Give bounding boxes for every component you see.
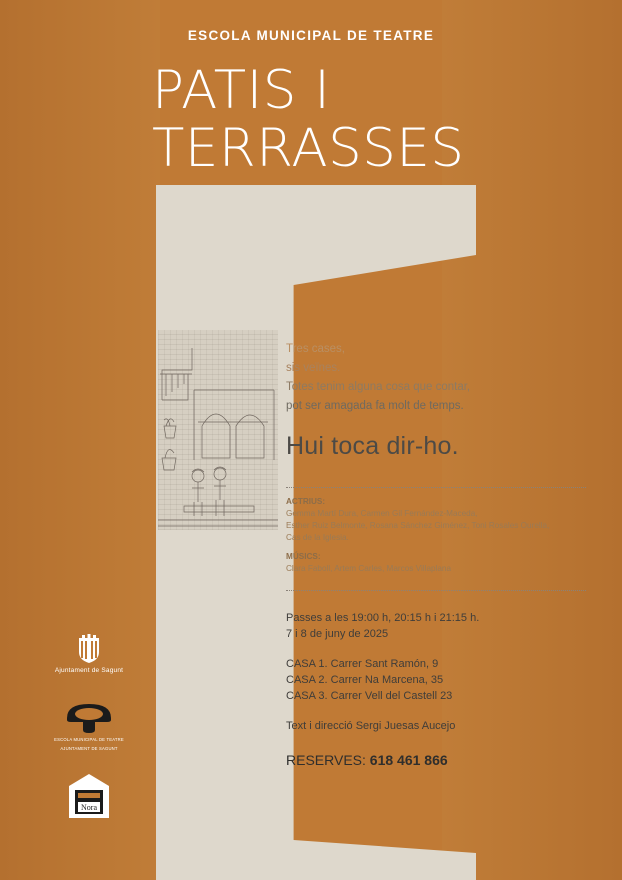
schedule-block: [286, 610, 586, 642]
divider-bottom: [286, 590, 586, 591]
reservations-phone[interactable]: 618 461 866: [369, 752, 448, 768]
theatre-mask-icon: [61, 700, 117, 734]
credits-musicians-label: MÚSICS:: [286, 552, 321, 561]
poster-title-line2: TERRASSES: [152, 118, 465, 179]
venues-block: [286, 656, 586, 704]
credits-actresses-line-1: Gemma Martí Dura, Carmen Gil Fernández-Maceda,: [286, 509, 478, 518]
credits-actresses-label: ACTRIUS:: [286, 497, 326, 506]
logo-escola-caption-line2: AJUNTAMENT DE SAGUNT: [60, 746, 118, 751]
show-dates: 7 i 8 de juny de 2025: [286, 628, 389, 640]
tagline-highlight: Hui toca dir-ho.: [286, 432, 459, 460]
logo-ajuntament: [34, 630, 144, 674]
logo-ajuntament-caption: Ajuntament de Sagunt: [54, 667, 124, 674]
details-block: [286, 610, 586, 748]
shield-icon: [76, 630, 102, 664]
patio-illustration: [158, 330, 278, 530]
venue-3: CASA 3. Carrer Vell del Castell 23: [286, 690, 453, 702]
patio-illustration-drawing: [158, 330, 278, 530]
author-credit: Text i direcció Sergi Juesas Aucejo: [286, 720, 456, 732]
credits-block: [286, 496, 586, 582]
tagline-line-1: Tres cases,: [286, 343, 346, 355]
showtimes: Passes a les 19:00 h, 20:15 h i 21:15 h.: [286, 612, 480, 624]
logo-nora: [34, 772, 144, 820]
poster-title-line1: PATIS I: [152, 60, 331, 121]
poster-title: [152, 62, 465, 178]
reservations-line: [286, 752, 448, 768]
tagline-line-4: pot ser amagada fa molt de temps.: [286, 400, 464, 412]
credits-actresses: [286, 496, 586, 544]
venue-1: CASA 1. Carrer Sant Ramón, 9: [286, 658, 439, 670]
logo-escola-caption-line1: ESCOLA MUNICIPAL DE TEATRE: [54, 737, 124, 742]
tagline-block: [286, 340, 586, 416]
credits-musicians-line-1: Clara Faboll, Artem Carles, Marcos Villaplana: [286, 564, 452, 573]
background-right-gradient: [442, 0, 622, 880]
divider-top: [286, 487, 586, 488]
venue-2: CASA 2. Carrer Na Marcena, 35: [286, 674, 444, 686]
tagline-line-2: sis veïnes.: [286, 362, 341, 374]
credits-musicians: [286, 551, 586, 575]
reservations-label: RESERVES:: [286, 752, 366, 768]
organization-name: ESCOLA MUNICIPAL DE TEATRE: [187, 28, 435, 43]
credits-actresses-line-2: Esther Ruiz Belmonte, Rosana Sánchez Giménez, Toni Rosales Ourella,: [286, 521, 550, 530]
svg-text:Nora: Nora: [81, 803, 97, 812]
nora-house-icon: [67, 772, 111, 820]
logo-escola: [34, 700, 144, 752]
credits-actresses-line-3: Cas de la Iglesia.: [286, 533, 349, 542]
tagline-line-3: Totes tenim alguna cosa que contar,: [286, 381, 471, 393]
